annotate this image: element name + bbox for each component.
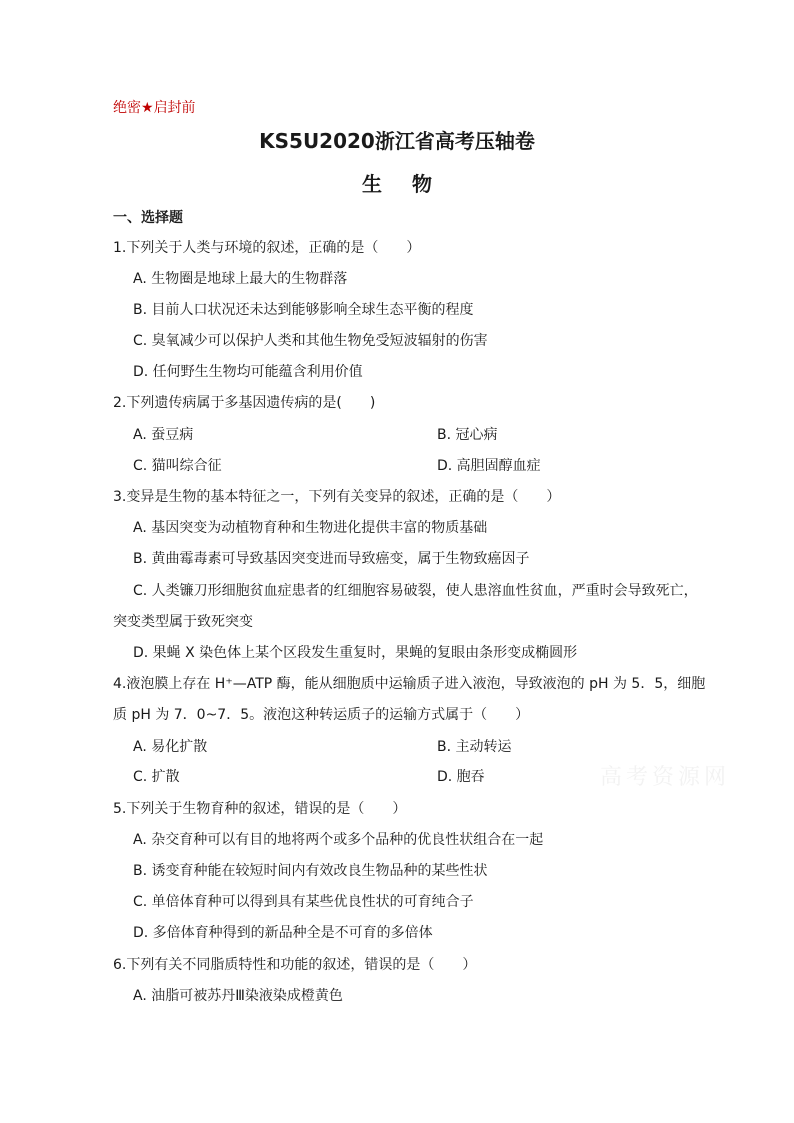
question-4-option-d: D. 胞吞 [437,769,485,785]
question-4-option-c: C. 扩散 [133,769,180,785]
question-4-option-b: B. 主动转运 [437,739,512,755]
exam-title: KS5U2020浙江省高考压轴卷 [259,129,535,153]
question-2-option-d: D. 高胆固醇血症 [437,458,541,474]
question-5-option-c: C. 单倍体育种可以得到具有某些优良性状的可育纯合子 [133,894,474,910]
question-2-option-c: C. 猫叫综合征 [133,458,222,474]
question-4: 4.液泡膜上存在 H⁺—ATP 酶，能从细胞质中运输质子进入液泡，导致液泡的 pH 为 5．5，细胞 [113,676,706,692]
question-1-option-b: B. 目前人口状况还未达到能够影响全球生态平衡的程度 [133,302,474,318]
question-1-option-a: A. 生物圈是地球上最大的生物群落 [133,271,348,287]
question-3-option-c-continued: 突变类型属于致死突变 [113,614,253,630]
question-2: 2.下列遗传病属于多基因遗传病的是( ) [113,395,376,411]
question-6-option-a: A. 油脂可被苏丹Ⅲ染液染成橙黄色 [133,988,343,1004]
question-5-option-b: B. 诱变育种能在较短时间内有效改良生物品种的某些性状 [133,863,488,879]
question-3-option-b: B. 黄曲霉毒素可导致基因突变进而导致癌变，属于生物致癌因子 [133,551,530,567]
subject-title: 生物 [362,172,462,196]
before-opening-text: 启封前 [153,100,196,116]
question-2-option-a: A. 蚕豆病 [133,427,194,443]
confidential-label [113,97,196,117]
question-5-option-d: D. 多倍体育种得到的新品种全是不可育的多倍体 [133,925,433,941]
question-4-continued: 质 pH 为 7．0~7．5。液泡这种转运质子的运输方式属于（ ） [113,707,530,723]
question-1-option-c: C. 臭氧减少可以保护人类和其他生物免受短波辐射的伤害 [133,333,488,349]
question-3: 3.变异是生物的基本特征之一，下列有关变异的叙述，正确的是（ ） [113,489,561,505]
question-6: 6.下列有关不同脂质特性和功能的叙述，错误的是（ ） [113,957,477,973]
star-icon: ★ [141,100,154,116]
section-title: 一、选择题 [113,210,183,226]
question-4-option-a: A. 易化扩散 [133,739,208,755]
question-3-option-c: C. 人类镰刀形细胞贫血症患者的红细胞容易破裂，使人患溶血性贫血，严重时会导致死亡， [133,583,698,599]
question-1: 1.下列关于人类与环境的叙述，正确的是（ ） [113,240,421,256]
question-3-option-d: D. 果蝇 X 染色体上某个区段发生重复时，果蝇的复眼由条形变成椭圆形 [133,645,578,661]
question-5-option-a: A. 杂交育种可以有目的地将两个或多个品种的优良性状组合在一起 [133,832,544,848]
question-5: 5.下列关于生物育种的叙述，错误的是（ ） [113,801,407,817]
question-3-option-a: A. 基因突变为动植物育种和生物进化提供丰富的物质基础 [133,520,488,536]
question-2-option-b: B. 冠心病 [437,427,498,443]
question-1-option-d: D. 任何野生生物均可能蕴含利用价值 [133,364,363,380]
confidential-text: 绝密 [113,100,141,116]
watermark-logo: 高考资源网 [600,765,731,790]
